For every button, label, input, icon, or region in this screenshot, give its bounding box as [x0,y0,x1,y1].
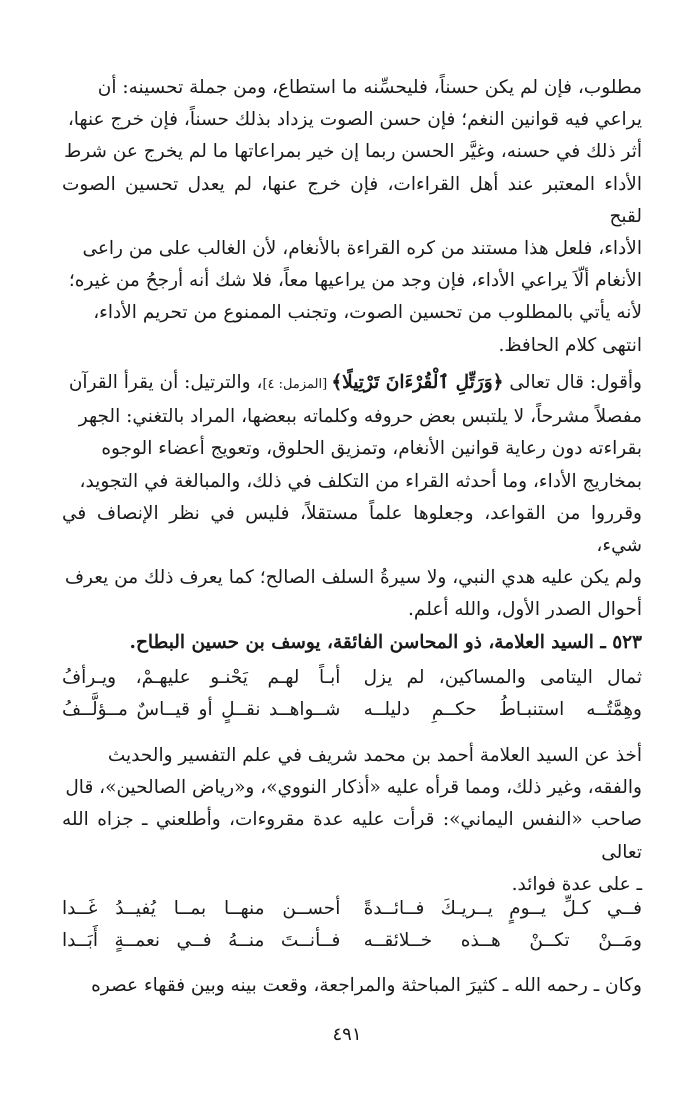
paragraph-closing [62,970,642,1002]
verse-reference: [المزمل: ٤] [262,377,332,392]
line-end: ، والترتيل: أن يقرأ القرآن [68,372,263,393]
paragraph-line: أثر ذلك في حسنه، وغيَّر الحسن ربما إن خير بمراعاتها ما لم يخرج عن شرط [64,141,642,163]
quran-verse: ﴿وَرَتِّلِ ٱلْقُرْءَانَ تَرْتِيلًا﴾ [331,372,504,393]
poem-hemistich-first: فــي كـلِّ يــومٍ يــريـكَ فــائــدةً [363,898,642,919]
poem-hemistich-first: ومَــنْ تكــنْ هــذه خــلائقــه [363,930,642,951]
poem-verse [62,925,642,957]
paragraph-line: بقراءته دون رعاية قوانين الأنغام، وتمزيق الحلوق، وتعويج أعضاء الوجوه [101,438,642,460]
paragraph-line: أحوال الصدر الأول، والله أعلم. [408,599,642,621]
paragraph-line: الأداء، فلعل هذا مستند من كره القراءة بالأنغام، لأن الغالب على من راعى [82,238,642,260]
paragraph-biography [62,740,642,901]
paragraph-line: الأنغام ألّاَ يراعي الأداء، فإن وجد من يراعيها معاً، فلا شك أنه أرجحُ من غيره؛ [68,270,642,292]
paragraph-line: وكان ـ رحمه الله ـ كثيرَ المباحثة والمراجعة، وقعت بينه وبين فقهاء عصره [91,975,642,996]
poem-hemistich-second: شــواهــد نقــلٍ أو قيــاسٌ مــؤلَّــفُ [62,699,341,720]
poem-verse [62,662,642,694]
paragraph-line: الأداء المعتبر عند أهل القراءات، فإن خرج عنها، لم يعدل تحسين الصوت لقبح [62,173,642,227]
poem-hemistich-second: أحســن منهــا بمــا يُفيــدُ غَــدا [62,898,341,919]
poem-verse [62,694,642,726]
poem-hemistich-first: ثمال اليتامى والمساكين، لم يزل [363,667,642,688]
poem-block [62,893,642,957]
poem-hemistich-second: فــأنــتَ منــهُ فــي نعمــةٍ أَبَــدا [62,930,341,951]
paragraph-quote-end [62,72,642,362]
paragraph-line: مطلوب، فإن لم يكن حسناً، فليحسِّنه ما استطاع، ومن جملة تحسينه: أن [97,77,642,98]
page-number: ٤٩١ [332,1024,362,1045]
paragraph-line: ولم يكن عليه هدي النبي، ولا سيرةُ السلف الصالح؛ كما يعرف ذلك من يعرف [64,567,642,589]
poem-hemistich-first: وهِمَّتُــه استنبـاطُ حكــمِ دليلــه [363,699,642,720]
line-start: وأقول: قال تعالى [503,372,642,393]
paragraph-line: وقرروا من القواعد، وجعلوها علماً مستقلاً، فليس في نظر الإنصاف في شيء، [62,502,642,557]
paragraph-line: لأنه يأتي بالمطلوب من تحسين الصوت، وتجنب الممنوع من تحريم الأداء، [93,302,642,324]
paragraph-line: يراعي فيه قوانين النغم؛ فإن حسن الصوت يزداد بذلك حسناً، فإن خرج عنها، [67,109,642,131]
paragraph-line-with-verse [62,367,642,401]
paragraph-line: بمخاريج الأداء، وما أحدثه القراء من التكلف في ذلك، والمبالغة في التجويد، [79,470,642,492]
poem-hemistich-second: أبـاً لهـم يَحْنـو عليهـمْ، ويـرأفُ [62,667,341,688]
paragraph-line: انتهى كلام الحافظ. [498,334,642,356]
paragraph-line: صاحب «النفس اليماني»: قرأت عليه عدة مقروءات، وأطلعني ـ جزاه الله تعالى [62,809,642,863]
poem-block [62,662,642,726]
paragraph-line: ـ على عدة فوائد. [511,873,642,895]
entry-heading: ٥٢٣ ـ السيد العلامة، ذو المحاسن الفائقة، يوسف بن حسين البطاح. [129,632,642,653]
paragraph-line: أخذ عن السيد العلامة أحمد بن محمد شريف في علم التفسير والحديث [107,745,642,766]
paragraph-author-comment [62,367,642,627]
paragraph-line: مفصلاً مشرحاً، لا يلتبس بعض حروفه وكلماته ببعضها، المراد بالتغني: الجهر [78,406,642,428]
poem-verse [62,893,642,925]
paragraph-line: والفقه، وغير ذلك، ومما قرأه عليه «أذكار النووي»، و«رياض الصالحين»، قال [65,777,642,799]
